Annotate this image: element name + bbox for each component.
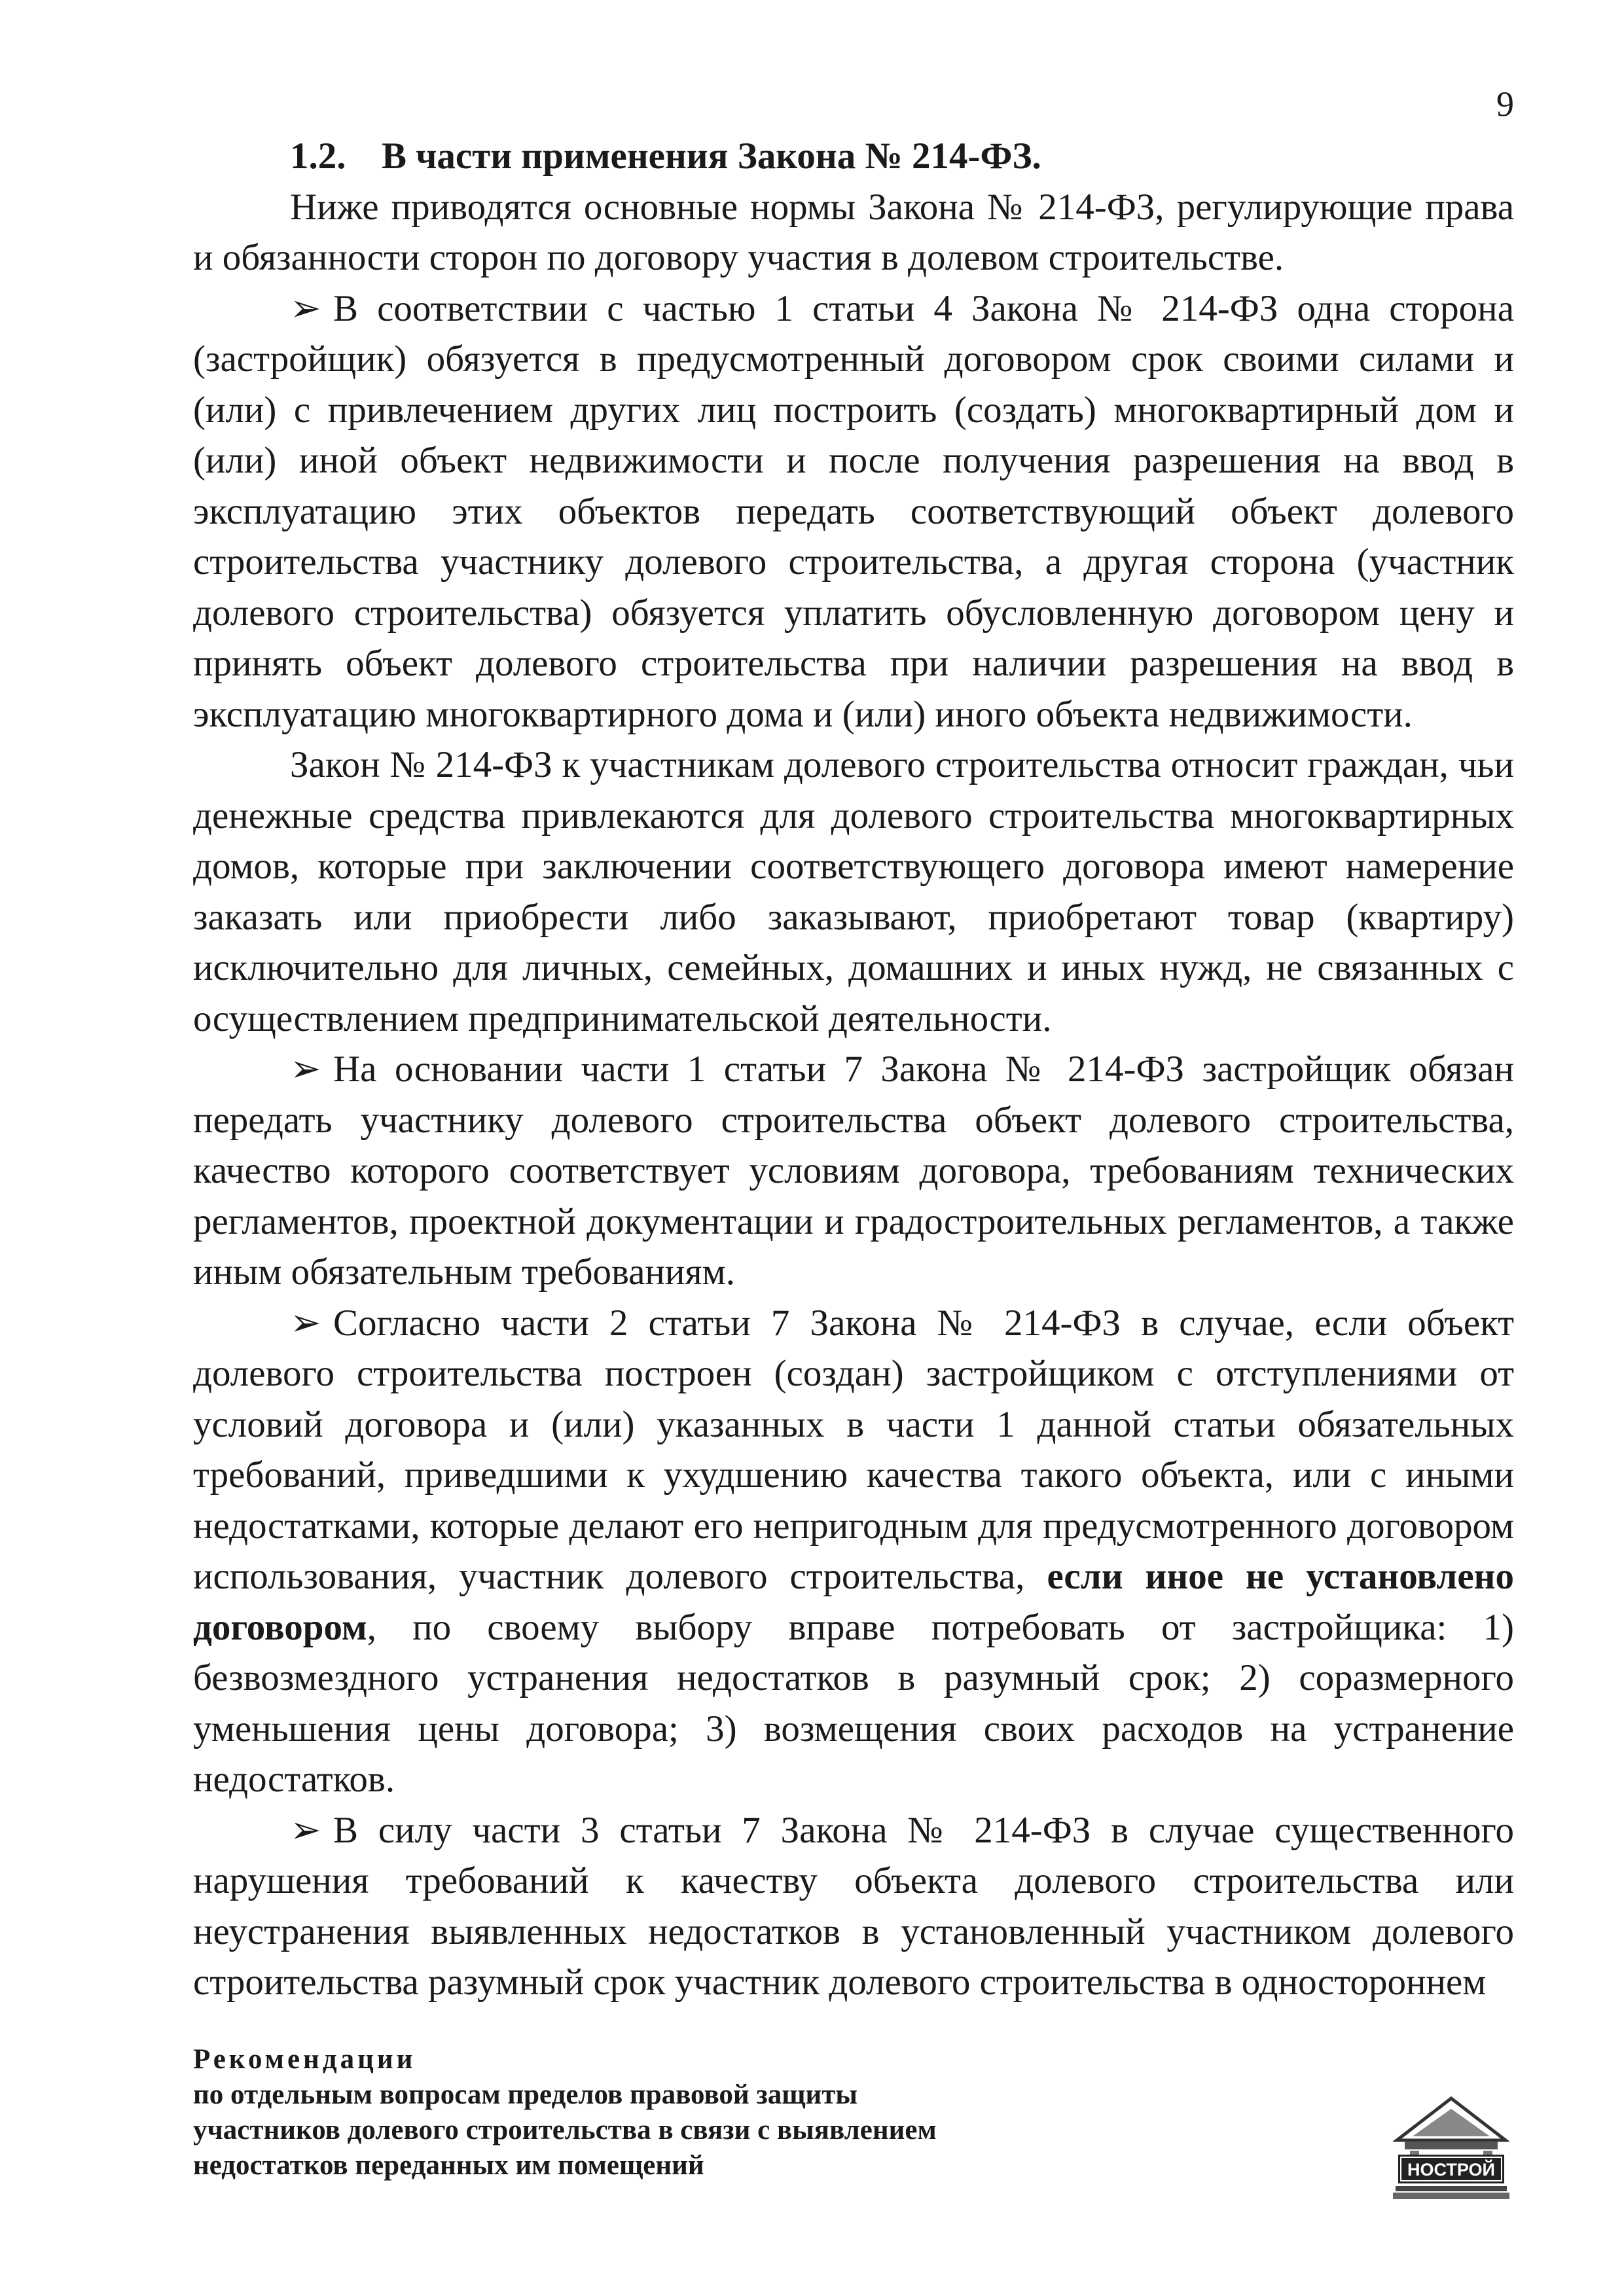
footer-line: участников долевого строительства в связи с выявлением bbox=[193, 2115, 937, 2145]
bullet-text: Согласно части 2 статьи 7 Закона № 214-ФЗ в случае, если объект долевого строительства построен (создан) застройщиком с отступлениями от условий договора и (или) указанных в части 1 данной статьи обязательных требований, приведшими к ухудшению качества такого объекта, или с иными недостатками, которые делают его непригодным для предусмотренного договором использования, участник долевого строительства, bbox=[193, 1302, 1514, 1597]
footer-line: по отдельным вопросам пределов правовой защиты bbox=[193, 2079, 857, 2110]
footer-title: Рекомендации bbox=[193, 2044, 416, 2075]
arrow-bullet-icon: ➢ bbox=[290, 1049, 321, 1090]
footer-line: недостатков переданных им помещений bbox=[193, 2150, 704, 2181]
section-heading bbox=[193, 131, 1514, 182]
arrow-bullet-icon: ➢ bbox=[290, 1302, 321, 1344]
arrow-bullet-icon: ➢ bbox=[290, 287, 321, 329]
bullet-item-article-7-part-2 bbox=[193, 1298, 1514, 1805]
document-body bbox=[193, 131, 1514, 2008]
bullet-text-continued: , по своему выбору вправе потребовать от застройщика: 1) безвозмездного устранения недостатков в разумный срок; 2) соразмерного уменьшения цены договора; 3) возмещения своих расходов на устранение недостатков. bbox=[193, 1606, 1514, 1800]
participants-paragraph: Закон № 214-ФЗ к участникам долевого строительства относит граждан, чьи денежные средства привлекаются для долевого строительства многоквартирных домов, которые при заключении соответствующего договора имеют намерение заказать или приобрести либо заказывают, приобретают товар (квартиру) исключительно для личных, семейных, домашних и иных нужд, не связанных с осуществлением предпринимательской деятельности. bbox=[193, 744, 1514, 1039]
intro-paragraph: Ниже приводятся основные нормы Закона № 214-ФЗ, регулирующие права и обязанности сторон по договору участия в долевом строительстве. bbox=[193, 186, 1514, 278]
bullet-text: В силу части 3 статьи 7 Закона № 214-ФЗ в случае существенного нарушения требований к качеству объекта долевого строительства или неустранения выявленных недостатков в установленный участником долевого строительства разумный срок участник долевого строительства в одностороннем bbox=[193, 1809, 1514, 2003]
bullet-text: В соответствии с частью 1 статьи 4 Закона № 214-ФЗ одна сторона (застройщик) обязуется в предусмотренный договором срок своими силами и (или) с привлечением других лиц построить (создать) многоквартирный дом и (или) иной объект недвижимости и после получения разрешения на ввод в эксплуатацию этих объектов передать соответствующий объект долевого строительства участнику долевого строительства, а другая сторона (участник долевого строительства) обязуется уплатить обусловленную договором цену и принять объект долевого строительства при наличии разрешения на ввод в эксплуатацию многоквартирного дома и (или) иного объекта недвижимости. bbox=[193, 287, 1514, 735]
logo-text: НОСТРОЙ bbox=[1407, 2160, 1495, 2179]
bold-emphasis: если иное не установлено договором bbox=[193, 1556, 1514, 1648]
page-number: 9 bbox=[1496, 84, 1514, 124]
bullet-text: На основании части 1 статьи 7 Закона № 214-ФЗ застройщик обязан передать участнику долевого строительства объект долевого строительства, качество которого соответствует условиям договора, требованиям технических регламентов, проектной документации и градостроительных регламентов, а также иным обязательным требованиям. bbox=[193, 1049, 1514, 1293]
section-number: 1.2. bbox=[290, 135, 346, 177]
bullet-item-article-7-part-3 bbox=[193, 1805, 1514, 2008]
arrow-bullet-icon: ➢ bbox=[290, 1809, 321, 1851]
section-title: В части применения Закона № 214-ФЗ. bbox=[382, 135, 1041, 177]
nostroy-logo-icon bbox=[1393, 2094, 1509, 2206]
footer-caption bbox=[193, 2042, 1371, 2183]
bullet-item-article-7-part-1 bbox=[193, 1044, 1514, 1298]
bullet-item-article-4 bbox=[193, 283, 1514, 740]
